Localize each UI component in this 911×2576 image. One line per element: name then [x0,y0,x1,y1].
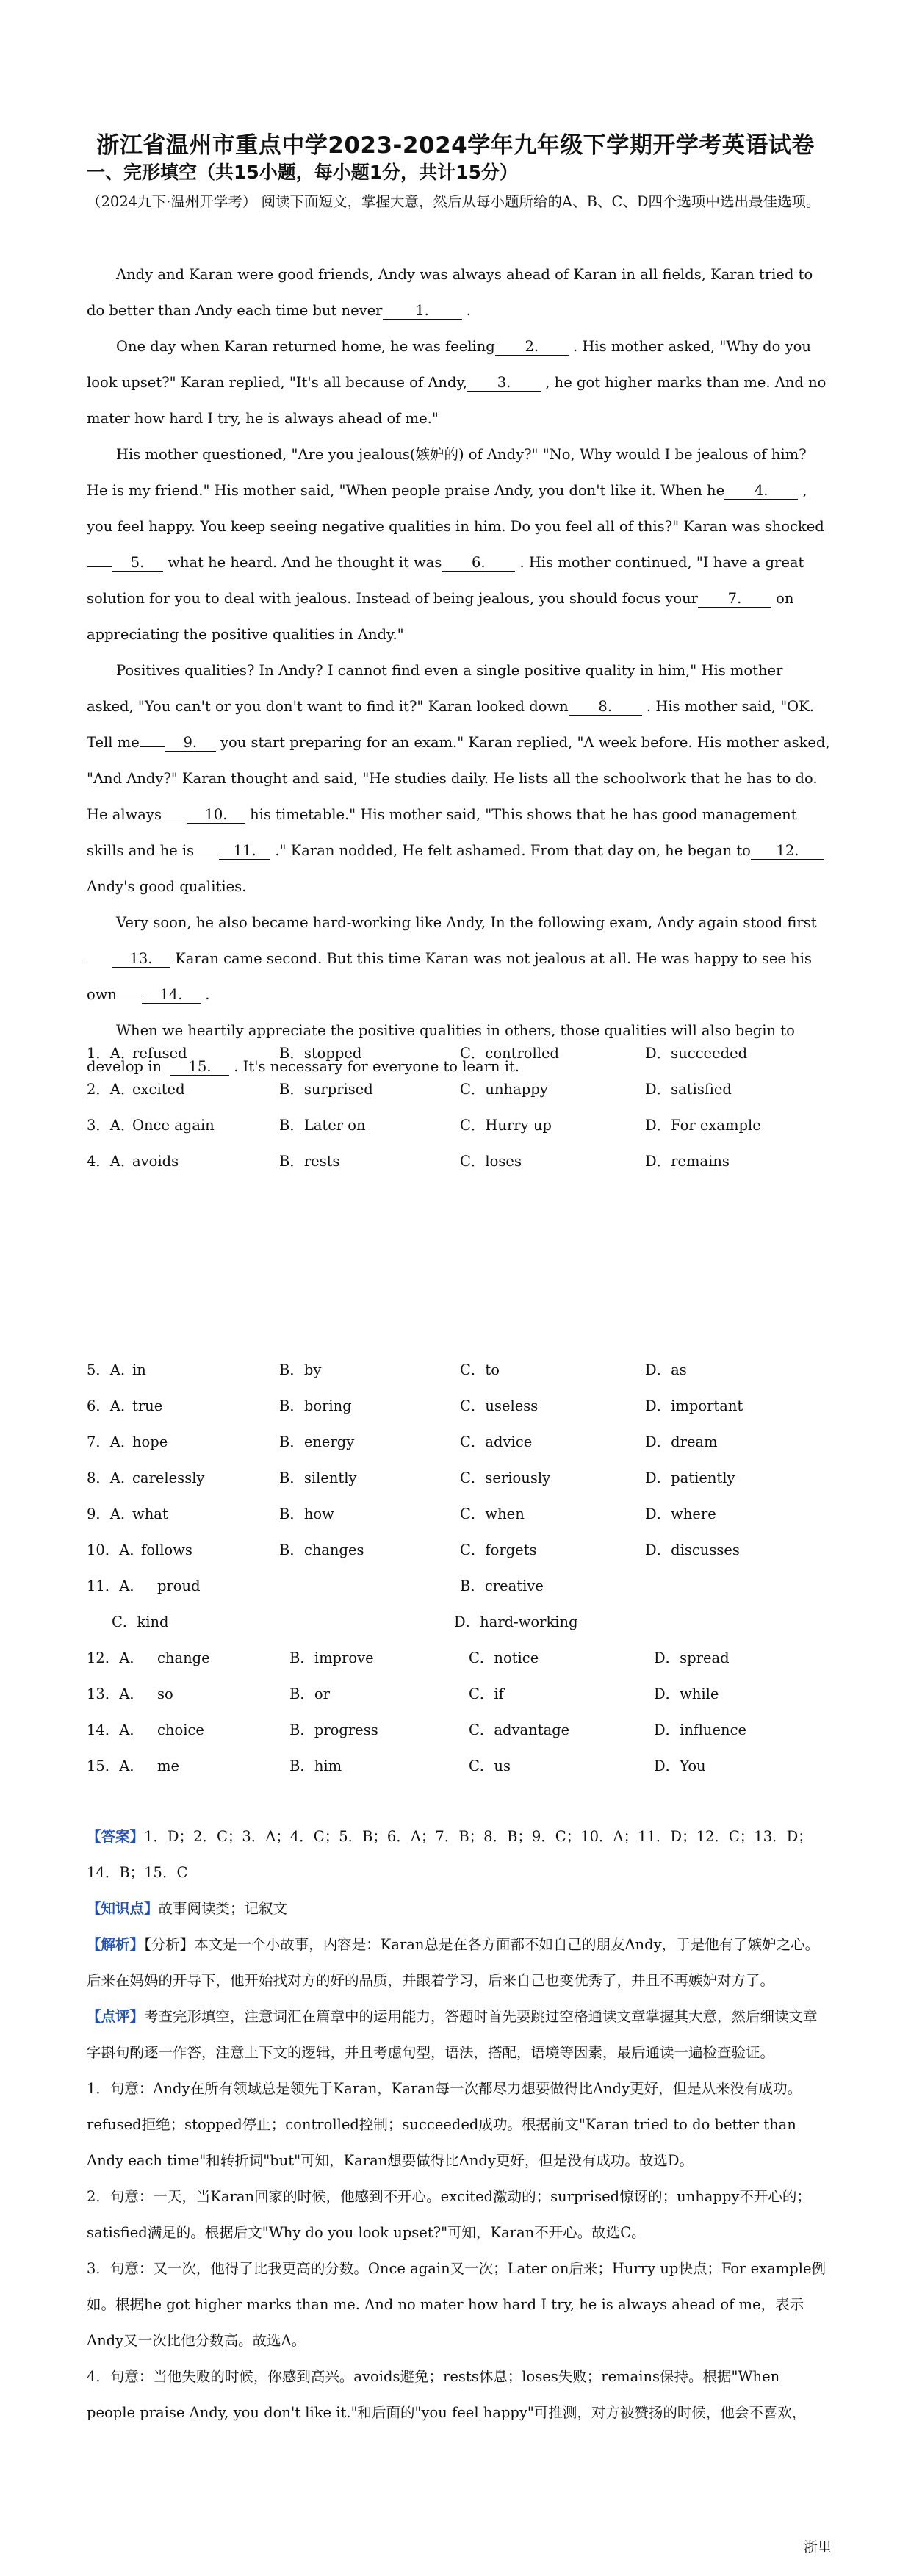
question-number: 7．A． [87,1433,135,1450]
analysis-text: 【分析】本文是一个小故事，内容是：Karan总是在各方面都不如自己的朋友Andy，于是他有了嫉妒之心。后来在妈妈的开导下，他开始找对方的好的品质，并跟着学习，后来自己也变优秀了，并且不再嫉妒对方了。 [87,1936,820,1989]
blank-7: 7. [698,591,771,608]
option-b[interactable]: B．silently [279,1469,357,1486]
question-number: 13．A． [87,1685,144,1702]
intro-text: 阅读下面短文，掌握大意，然后从每小题所给的A、B、C、D四个选项中选出最佳选项。 [261,193,821,210]
explanation-item: 4．句意：当他失败的时候，你感到高兴。avoids避免；rests休息；loses失败；remains保持。根据"When people praise Andy, you don't like it."和后面的"you feel happy"可推测，对方被赞扬的时候，他会不喜欢， [87,2368,807,2421]
blank-4: 4. [724,483,798,500]
option-a[interactable]: excited [132,1081,185,1098]
option-b[interactable]: B．changes [279,1541,364,1558]
question-number: 6．A． [87,1397,135,1414]
option-d[interactable]: D．dream [645,1433,718,1450]
passage-paragraph: When we heartily appreciate the positive qualities in others, those qualities will also begin to develop in 15. . It's necessary for everyone to learn it. [87,1022,795,1075]
option-c[interactable]: C．loses [460,1153,522,1170]
blank-1: 1. [383,303,462,320]
option-a[interactable]: choice [157,1721,204,1738]
passage [87,256,830,1084]
option-c[interactable]: C．forgets [460,1541,537,1558]
option-c[interactable]: C．kind [112,1613,169,1630]
option-d[interactable]: D．while [654,1685,719,1702]
option-d[interactable]: D．succeeded [645,1045,748,1062]
option-d[interactable]: D．You [654,1757,706,1774]
passage-paragraph: Positives qualities? In Andy? I cannot find even a single positive quality in him," His mother asked, "You can't or you don't want to find it?" Karan looked down 8. . His mother said, "OK. Tell me 9. you start preparing for an exam." Karan replied, "A week before. His mother asked, "And Andy?" Karan thought and said, "He studies daily. He lists all the schoolwork that he has to do. He always 10. his timetable." His mother said, "This shows that he has good management skills and he is 11. ." Karan nodded, He felt ashamed. From that day on, he began to 12. Andy's good qualities. [87,662,830,895]
explanation-item: 3．句意：又一次，他得了比我更高的分数。Once again又一次；Later on后来；Hurry up快点；For example例如。根据he got higher marks than me. And no mater how hard I try, he is always ahead of me，表示Andy又一次比他分数高。故选A。 [87,2260,827,2349]
answer-section [87,1818,830,2431]
option-a[interactable]: in [132,1361,146,1378]
option-a[interactable]: avoids [132,1153,179,1170]
option-b[interactable]: B．surprised [279,1081,373,1098]
option-b[interactable]: B．by [279,1361,322,1378]
option-d[interactable]: D．discusses [645,1541,740,1558]
intro [87,184,830,220]
blank-14: 14. [142,987,201,1004]
question-number: 12．A． [87,1649,144,1666]
passage-paragraph: Andy and Karan were good friends, Andy was always ahead of Karan in all fields, Karan tried to do better than Andy each time but never 1. . [87,266,813,319]
option-a[interactable]: true [132,1397,163,1414]
comment-label: 【点评】 [87,2008,145,2025]
option-c[interactable]: C．to [460,1361,500,1378]
option-c[interactable]: C．controlled [460,1045,560,1062]
option-a[interactable]: what [132,1505,168,1522]
option-c[interactable]: C．advice [460,1433,533,1450]
question-number: 11．A． [87,1577,144,1594]
option-c[interactable]: C．advantage [469,1721,570,1738]
question-number: 14．A． [87,1721,144,1738]
intro-source: （2024九下·温州开学考） [87,193,257,210]
question-row [87,1424,830,1460]
page-title: 浙江省温州市重点中学2023-2024学年九年级下学期开学考英语试卷 [96,132,815,159]
option-c[interactable]: C．notice [469,1649,539,1666]
option-d[interactable]: D．satisfied [645,1081,732,1098]
question-row [87,1388,830,1424]
question-row [87,1107,830,1143]
option-c[interactable]: C．if [469,1685,504,1702]
blank-8: 8. [569,699,642,716]
options-group-1 [87,1035,830,1179]
option-b[interactable]: B．boring [279,1397,352,1414]
question-row [87,1035,830,1071]
option-a[interactable]: refused [132,1045,187,1062]
option-d[interactable]: D．For example [645,1117,761,1134]
option-d[interactable]: D．important [645,1397,743,1414]
option-a[interactable]: change [157,1649,210,1666]
comment-text: 考查完形填空，注意词汇在篇章中的运用能力，答题时首先要跳过空格通读文章掌握其大意，然后细读文章字斟句酌逐一作答，注意上下文的逻辑，并且考虑句型，语法，搭配，语境等因素，最后通读一遍检查验证。 [87,2008,818,2061]
option-b[interactable]: B．him [289,1757,342,1774]
blank-12: 12. [751,843,824,860]
option-b[interactable]: B．how [279,1505,334,1522]
blank-5: 5. [112,555,163,572]
question-row [87,1352,830,1388]
question-number: 9．A． [87,1505,135,1522]
option-d[interactable]: D．spread [654,1649,730,1666]
question-number: 4．A． [87,1153,135,1170]
option-c[interactable]: C．unhappy [460,1081,548,1098]
answer-key [87,1818,830,1890]
option-a[interactable]: carelessly [132,1469,205,1486]
option-b[interactable]: B．progress [289,1721,378,1738]
explanation-item: 2．句意：一天，当Karan回家的时候，他感到不开心。excited激动的；surprised惊讶的；unhappy不开心的；satisfied满足的。根据后文"Why do you look upset?"可知，Karan不开心。故选C。 [87,2188,811,2241]
knowledge-label: 【知识点】 [87,1900,159,1917]
blank-11: 11. [219,843,270,860]
option-a[interactable]: proud [157,1577,201,1594]
question-number: 1．A． [87,1045,135,1062]
blank-13: 13. [112,951,170,968]
question-row [87,1604,830,1640]
option-d[interactable]: D．patiently [645,1469,735,1486]
option-b[interactable]: B．energy [279,1433,355,1450]
question-row [87,1568,830,1604]
option-c[interactable]: C．useless [460,1397,539,1414]
question-row [87,1640,830,1676]
passage-paragraph: His mother questioned, "Are you jealous(嫉妒的) of Andy?" "No, Why would I be jealous of him? He is my friend." His mother said, "When people praise Andy, you don't like it. When he 4. , you feel happy. You keep seeing negative qualities in him. Do you feel all of this?" Karan was shocked5. what he heard. And he thought it was 6. . His mother continued, "I have a great solution for you to deal with jealous. Instead of being jealous, you should focus your 7. on appreciating the positive qualities in Andy." [87,446,824,643]
blank-2: 2. [495,339,569,356]
comment [87,1998,830,2070]
option-b[interactable]: B．improve [289,1649,374,1666]
option-b[interactable]: B．stopped [279,1045,362,1062]
option-b[interactable]: B．Later on [279,1117,366,1134]
option-b[interactable]: B．rests [279,1153,340,1170]
blank-10: 10. [187,807,245,824]
option-c[interactable]: C．seriously [460,1469,551,1486]
option-c[interactable]: C．Hurry up [460,1117,552,1134]
option-d[interactable]: D．hard-working [454,1613,578,1630]
option-d[interactable]: D．as [645,1361,687,1378]
answer-label: 【答案】 [87,1828,145,1845]
knowledge-point [87,1890,830,1926]
option-d[interactable]: D．where [645,1505,716,1522]
question-row [87,1712,830,1748]
knowledge-text: 故事阅读类；记叙文 [158,1900,288,1917]
question-row [87,1460,830,1496]
option-a[interactable]: me [157,1757,180,1774]
blank-3: 3. [467,375,541,392]
blank-6: 6. [442,555,515,572]
question-number: 15．A． [87,1757,144,1774]
option-d[interactable]: D．influence [654,1721,747,1738]
question-number: 8．A． [87,1469,135,1486]
option-c[interactable]: C．us [469,1757,511,1774]
options-group-2 [87,1352,830,1784]
question-row [87,1143,830,1179]
passage-paragraph: One day when Karan returned home, he was feeling 2. . His mother asked, "Why do you look upset?" Karan replied, "It's all because of Andy, 3. , he got higher marks than me. And no mater how hard I try, he is always ahead of me." [87,338,827,427]
section-heading: 一、完形填空（共15小题，每小题1分，共计15分） [87,162,518,183]
question-number: 3．A． [87,1117,135,1134]
analysis-label: 【解析】 [87,1936,145,1953]
question-number: 10．A． [87,1541,144,1558]
explanation-item: 1．句意：Andy在所有领域总是领先于Karan，Karan每一次都尽力想要做得比Andy更好，但是从来没有成功。refused拒绝；stopped停止；controlled控制；succeeded成功。根据前文"Karan tried to do better than Andy each time"和转折词"but"可知，Karan想要做得比Andy更好，但是没有成功。故选D。 [87,2080,802,2169]
option-c[interactable]: C．when [460,1505,525,1522]
option-a[interactable]: so [157,1685,173,1702]
question-number: 2．A． [87,1081,135,1098]
question-row [87,1071,830,1107]
option-b[interactable]: B．creative [460,1577,544,1594]
option-b[interactable]: B．or [289,1685,330,1702]
option-a[interactable]: Once again [132,1117,215,1134]
option-a[interactable]: hope [132,1433,168,1450]
passage-paragraph: Very soon, he also became hard-working like Andy, In the following exam, Andy again stood first13. Karan came second. But this time Karan was not jealous at all. He was happy to see his own 14. . [87,914,817,1003]
question-row [87,1676,830,1712]
question-row [87,1532,830,1568]
answer-text: 1．D；2．C；3．A；4．C；5．B；6．A；7．B；8．B；9．C；10．A；11．D；12．C；13．D；14．B；15．C [87,1828,813,1881]
option-a[interactable]: follows [141,1541,192,1558]
question-number: 5．A． [87,1361,135,1378]
blank-15: 15. [170,1059,229,1076]
page-footer: 浙里 [803,2539,832,2555]
question-row [87,1748,830,1784]
question-row [87,1496,830,1532]
analysis [87,1926,830,1998]
option-d[interactable]: D．remains [645,1153,730,1170]
blank-9: 9. [165,735,216,752]
